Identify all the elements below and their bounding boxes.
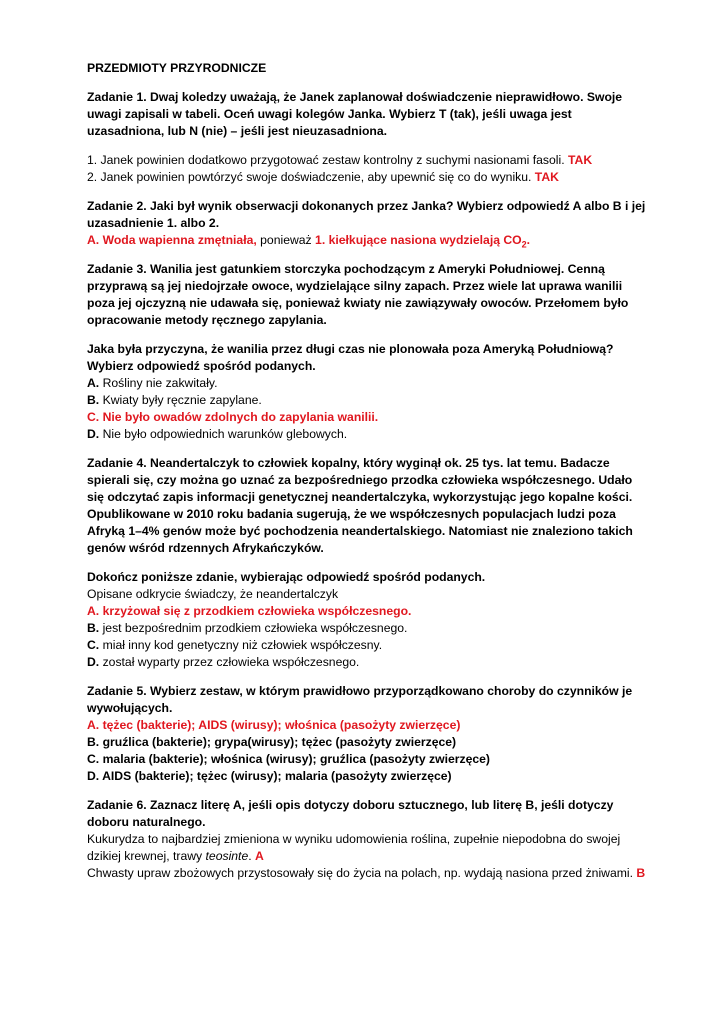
task4-option-d — [87, 654, 647, 671]
task3-option-c-letter: C. — [87, 410, 100, 424]
task4-option-b-letter: B. — [87, 621, 100, 635]
task4-intro: Zadanie 4. Neandertalczyk to człowiek kopalny, który wyginął ok. 25 tys. lat temu. Badacze spierali się, czy można go uznać za bezpośredniego przodka człowieka współczesnego. Udało się odczytać zapis informacji genetycznej neandertalczyka, wykorzystując jego kopalne kości. Opublikowane w 2010 roku badania sugerują, że we współczesnych populacjach ludzi poza Afryką 1–4% genów może być pochodzenia neandertalskiego. Natomiast nie znaleziono takich genów wśród rdzennych Afrykańczyków. — [87, 456, 633, 555]
task2-answer-end: . — [526, 233, 531, 247]
task6-item-1-end: . — [248, 849, 252, 863]
task1-item-1 — [87, 152, 647, 169]
task6-item-1 — [87, 831, 647, 865]
task4-option-a-letter: A. — [87, 604, 100, 618]
task1-question: Zadanie 1. Dwaj koledzy uważają, że Janek zaplanował doświadczenie nieprawidłowo. Swoje uwagi zapisali w tabeli. Oceń uwagi kolegów Janka. Wybierz T (tak), jeśli uwaga jest uzasadniona, lub N (nie) – jeśli jest nieuzasadniona. — [87, 90, 623, 138]
task3-option-a — [87, 375, 647, 392]
task5-option-a: A. tężec (bakterie); AIDS (wirusy); włośnica (pasożyty zwierzęce) — [87, 718, 461, 732]
task6-item-1-italic: teosinte — [205, 849, 249, 863]
task4-option-c — [87, 637, 647, 654]
task3-option-d-text: Nie było odpowiednich warunków glebowych. — [102, 427, 348, 441]
task3-option-d — [87, 426, 647, 443]
document-page — [87, 60, 647, 882]
task3-option-b — [87, 392, 647, 409]
task6-item-1-answer: A — [255, 849, 264, 863]
task2-answer-reason — [315, 233, 531, 250]
task4-stem: Opisane odkrycie świadczy, że neandertalczyk — [87, 587, 339, 601]
task3-question: Jaka była przyczyna, że wanilia przez długi czas nie plonowała poza Ameryką Południową? Wybierz odpowiedź spośród podanych. — [87, 342, 614, 373]
task4-option-d-text: został wyparty przez człowieka współczesnego. — [102, 655, 360, 669]
task2-answer-reason-text: 1. kiełkujące nasiona wydzielają CO — [315, 233, 522, 247]
page-header: PRZEDMIOTY PRZYRODNICZE — [87, 61, 267, 75]
task6-item-2-text: Chwasty upraw zbożowych przystosowały się do życia na polach, np. wydają nasiona przed żniwami. — [87, 866, 633, 880]
task3-option-b-letter: B. — [87, 393, 100, 407]
task3-option-d-letter: D. — [87, 427, 100, 441]
task2-answer — [87, 232, 647, 249]
task4-question: Dokończ poniższe zdanie, wybierając odpowiedź spośród podanych. — [87, 570, 486, 584]
task5-option-c: C. malaria (bakterie); włośnica (wirusy); gruźlica (pasożyty zwierzęce) — [87, 752, 490, 766]
task4-option-b-text: jest bezpośrednim przodkiem człowieka współczesnego. — [102, 621, 408, 635]
task6-item-1-text: Kukurydza to najbardziej zmieniona w wyniku udomowienia roślina, zupełnie niepodobna do swojej dzikiej krewnej, trawy — [87, 832, 621, 863]
task2-answer-a: A. Woda wapienna zmętniała, — [87, 233, 257, 247]
task2-answer-subscript: 2 — [521, 239, 527, 250]
task5-option-d: D. AIDS (bakterie); tężec (wirusy); malaria (pasożyty zwierzęce) — [87, 769, 452, 783]
task4-option-a — [87, 603, 647, 620]
task5-option-b: B. gruźlica (bakterie); grypa(wirusy); tężec (pasożyty zwierzęce) — [87, 735, 457, 749]
task3-option-c — [87, 409, 647, 426]
task4-option-d-letter: D. — [87, 655, 100, 669]
task3-intro: Zadanie 3. Wanilia jest gatunkiem storczyka pochodzącym z Ameryki Południowej. Cenną przyprawą są jej niedojrzałe owoce, wydzielające silny zapach. Przez wiele lat uprawa wanilii poza jej ojczyzną nie udawała się, ponieważ kwiaty nie zawiązywały owoców. Przełomem było opracowanie metody ręcznego zapylania. — [87, 262, 629, 327]
task4-option-c-text: miał inny kod genetyczny niż człowiek współczesny. — [102, 638, 383, 652]
task5-question: Zadanie 5. Wybierz zestaw, w którym prawidłowo przyporządkowano choroby do czynników je wywołujących. — [87, 684, 633, 715]
task4-option-a-text: krzyżował się z przodkiem człowieka współczesnego. — [102, 604, 412, 618]
task1-item-1-answer: TAK — [567, 153, 593, 167]
task1-item-2 — [87, 169, 647, 186]
task6-question: Zadanie 6. Zaznacz literę A, jeśli opis dotyczy doboru sztucznego, lub literę B, jeśli dotyczy doboru naturalnego. — [87, 798, 614, 829]
task3-option-c-text: Nie było owadów zdolnych do zapylania wanilii. — [102, 410, 379, 424]
task4-option-b — [87, 620, 647, 637]
task3-option-a-text: Rośliny nie zakwitały. — [102, 376, 218, 390]
task4-option-c-letter: C. — [87, 638, 100, 652]
task2-answer-connector: ponieważ — [260, 233, 312, 247]
task6-item-2 — [87, 865, 647, 882]
task6-item-2-answer: B — [636, 866, 646, 880]
task1-item-1-text: 1. Janek powinien dodatkowo przygotować zestaw kontrolny z suchymi nasionami fasoli. — [87, 153, 565, 167]
task2-question: Zadanie 2. Jaki był wynik obserwacji dokonanych przez Janka? Wybierz odpowiedź A albo B i jej uzasadnienie 1. albo 2. — [87, 199, 646, 230]
task3-option-a-letter: A. — [87, 376, 100, 390]
task1-item-2-answer: TAK — [534, 170, 559, 184]
task1-item-2-text: 2. Janek powinien powtórzyć swoje doświadczenie, aby upewnić się co do wyniku. — [87, 170, 532, 184]
task3-option-b-text: Kwiaty były ręcznie zapylane. — [102, 393, 262, 407]
